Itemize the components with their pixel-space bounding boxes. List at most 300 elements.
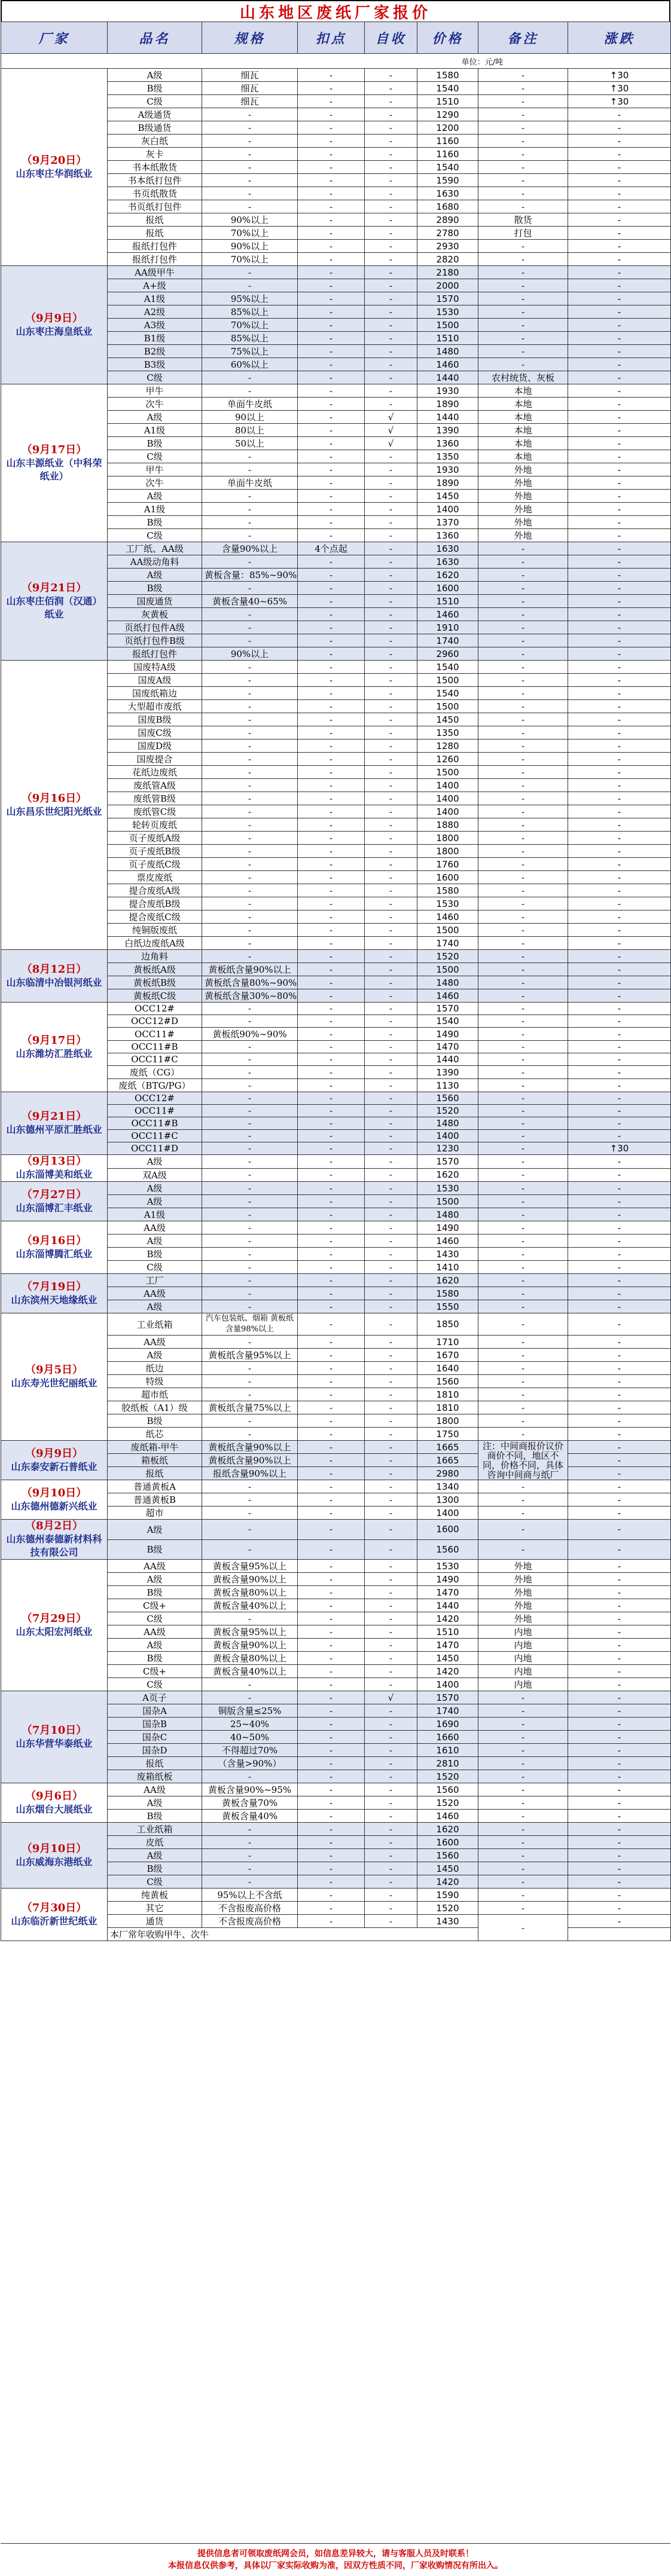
- spec-cell: -: [202, 1375, 298, 1388]
- price-cell: 1520: [417, 1105, 478, 1117]
- spec-cell: 细瓦: [202, 69, 298, 82]
- remark-cell: -: [478, 1823, 568, 1836]
- price-cell: 2890: [417, 213, 478, 227]
- change-cell: -: [568, 989, 671, 1003]
- product-cell: 花纸边废纸: [108, 766, 202, 779]
- deduction-cell: -: [298, 1092, 365, 1105]
- spec-cell: 70%以上: [202, 227, 298, 240]
- change-cell: -: [568, 1454, 671, 1467]
- change-cell: -: [568, 700, 671, 713]
- remark-cell: -: [478, 1770, 568, 1783]
- price-cell: 1230: [417, 1142, 478, 1155]
- mill-cell: [1, 1783, 108, 1823]
- change-cell: -: [568, 1507, 671, 1520]
- price-cell: 1500: [417, 319, 478, 332]
- spec-cell: -: [202, 1130, 298, 1142]
- product-cell: 工业纸箱: [108, 1313, 202, 1336]
- product-cell: AA级甲牛: [108, 266, 202, 279]
- change-cell: -: [568, 1313, 671, 1336]
- change-cell: -: [568, 1770, 671, 1783]
- self-collect-cell: -: [365, 213, 417, 227]
- change-cell: -: [568, 305, 671, 319]
- remark-cell: -: [478, 1691, 568, 1704]
- mill-cell: [1, 1560, 108, 1691]
- price-cell: 1490: [417, 1221, 478, 1234]
- product-cell: OCC11#C: [108, 1130, 202, 1142]
- product-cell: 页纸打包件A级: [108, 621, 202, 634]
- change-cell: -: [568, 1718, 671, 1731]
- spec-cell: -: [202, 1234, 298, 1248]
- table-row: [1, 542, 671, 555]
- spec-cell: 95%以上: [202, 292, 298, 305]
- self-collect-cell: -: [365, 1836, 417, 1849]
- deduction-cell: -: [298, 1599, 365, 1612]
- deduction-cell: -: [298, 187, 365, 200]
- table-row: [1, 950, 671, 963]
- self-collect-cell: -: [365, 516, 417, 529]
- header-remark: 备注: [478, 22, 568, 54]
- spec-cell: 黄板纸含量90%以上: [202, 963, 298, 976]
- remark-cell: 内地: [478, 1625, 568, 1639]
- product-cell: 废纸箱-甲牛: [108, 1441, 202, 1454]
- remark-cell: -: [478, 240, 568, 253]
- spec-cell: 70%以上: [202, 319, 298, 332]
- table-row: [1, 1092, 671, 1105]
- self-collect-cell: -: [365, 1248, 417, 1261]
- mill-name: 山东枣庄华润纸业: [16, 167, 93, 179]
- remark-cell: 农村统货、灰板: [478, 371, 568, 384]
- price-cell: 1740: [417, 634, 478, 647]
- spec-cell: -: [202, 674, 298, 687]
- price-cell: 2930: [417, 240, 478, 253]
- deduction-cell: 4个点起: [298, 542, 365, 555]
- product-cell: A级: [108, 490, 202, 503]
- spec-cell: -: [202, 1836, 298, 1849]
- change-cell: -: [568, 450, 671, 463]
- product-cell: 报纸: [108, 227, 202, 240]
- spec-cell: -: [202, 910, 298, 924]
- remark-cell: -: [478, 1336, 568, 1349]
- product-cell: C级: [108, 1261, 202, 1274]
- self-collect-cell: -: [365, 1053, 417, 1066]
- self-collect-cell: -: [365, 161, 417, 174]
- product-cell: 轮转页废纸: [108, 818, 202, 832]
- self-collect-cell: -: [365, 227, 417, 240]
- deduction-cell: -: [298, 832, 365, 845]
- spec-cell: -: [202, 621, 298, 634]
- self-collect-cell: -: [365, 1003, 417, 1015]
- spec-cell: 黄板含量90%以上: [202, 1573, 298, 1586]
- remark-cell: -: [478, 1053, 568, 1066]
- product-cell: 国废特A级: [108, 661, 202, 674]
- change-cell: ↑30: [568, 95, 671, 108]
- spec-cell: 报纸含量90%以上: [202, 1467, 298, 1480]
- deduction-cell: -: [298, 1401, 365, 1414]
- spec-cell: -: [202, 792, 298, 805]
- mill-name: 山东临清中冶银河纸业: [6, 976, 102, 988]
- self-collect-cell: -: [365, 490, 417, 503]
- self-collect-cell: -: [365, 1770, 417, 1783]
- spec-cell: 单面牛皮纸: [202, 398, 298, 411]
- product-cell: OCC11#B: [108, 1041, 202, 1053]
- deduction-cell: -: [298, 82, 365, 95]
- change-cell: -: [568, 135, 671, 148]
- spec-cell: 85%以上: [202, 332, 298, 345]
- deduction-cell: -: [298, 1375, 365, 1388]
- product-cell: B级: [108, 516, 202, 529]
- mill-date: （9月17日）: [21, 1034, 87, 1047]
- self-collect-cell: -: [365, 1066, 417, 1079]
- spec-cell: -: [202, 161, 298, 174]
- price-cell: 2000: [417, 279, 478, 292]
- change-cell: -: [568, 1155, 671, 1169]
- mill-name: 山东太阳宏河纸业: [16, 1625, 93, 1637]
- mill-cell: [1, 1092, 108, 1155]
- spec-cell: -: [202, 713, 298, 726]
- self-collect-cell: -: [365, 740, 417, 753]
- change-cell: -: [568, 608, 671, 621]
- product-cell: OCC11#C: [108, 1053, 202, 1066]
- product-cell: C级: [108, 95, 202, 108]
- deduction-cell: -: [298, 1117, 365, 1130]
- self-collect-cell: -: [365, 1639, 417, 1652]
- price-cell: 1390: [417, 424, 478, 437]
- price-cell: 2180: [417, 266, 478, 279]
- title-bar: [1, 0, 670, 22]
- product-cell: B3级: [108, 358, 202, 371]
- remark-cell: -: [478, 1117, 568, 1130]
- price-cell: 1480: [417, 1117, 478, 1130]
- change-cell: -: [568, 766, 671, 779]
- change-cell: -: [568, 1092, 671, 1105]
- price-cell: 1530: [417, 1182, 478, 1195]
- deduction-cell: -: [298, 1428, 365, 1441]
- self-collect-cell: -: [365, 766, 417, 779]
- spec-cell: -: [202, 1507, 298, 1520]
- header-spec: 规格: [202, 22, 298, 54]
- change-cell: -: [568, 963, 671, 976]
- product-cell: 灰白纸: [108, 135, 202, 148]
- remark-cell: -: [478, 845, 568, 858]
- remark-cell: -: [478, 1480, 568, 1493]
- deduction-cell: -: [298, 148, 365, 161]
- spec-cell: 铜版含量≤25%: [202, 1704, 298, 1718]
- spec-cell: 85%以上: [202, 305, 298, 319]
- remark-cell: -: [478, 1889, 568, 1902]
- product-cell: 报纸打包件: [108, 253, 202, 266]
- change-cell: -: [568, 1493, 671, 1507]
- remark-cell: -: [478, 1142, 568, 1155]
- deduction-cell: -: [298, 1718, 365, 1731]
- deduction-cell: -: [298, 1520, 365, 1540]
- deduction-cell: -: [298, 371, 365, 384]
- self-collect-cell: -: [365, 726, 417, 740]
- spec-cell: -: [202, 1336, 298, 1349]
- price-cell: 1930: [417, 384, 478, 398]
- product-cell: 超市: [108, 1507, 202, 1520]
- deduction-cell: -: [298, 634, 365, 647]
- spec-cell: -: [202, 174, 298, 187]
- deduction-cell: -: [298, 1810, 365, 1823]
- deduction-cell: -: [298, 95, 365, 108]
- spec-cell: 黄板含量80%以上: [202, 1652, 298, 1665]
- self-collect-cell: -: [365, 647, 417, 661]
- self-collect-cell: -: [365, 1915, 417, 1928]
- product-cell: A+级: [108, 279, 202, 292]
- quote-table: [1, 22, 671, 1941]
- price-cell: 2960: [417, 647, 478, 661]
- remark-cell: 外地: [478, 476, 568, 490]
- remark-cell: -: [478, 582, 568, 595]
- self-collect-cell: -: [365, 792, 417, 805]
- self-collect-cell: -: [365, 1130, 417, 1142]
- deduction-cell: -: [298, 674, 365, 687]
- change-cell: -: [568, 542, 671, 555]
- self-collect-cell: -: [365, 845, 417, 858]
- self-collect-cell: -: [365, 1849, 417, 1862]
- deduction-cell: -: [298, 661, 365, 674]
- price-cell: 1600: [417, 1520, 478, 1540]
- remark-cell: 外地: [478, 1560, 568, 1573]
- change-cell: -: [568, 1625, 671, 1639]
- self-collect-cell: -: [365, 1142, 417, 1155]
- deduction-cell: -: [298, 1783, 365, 1796]
- remark-cell: -: [478, 661, 568, 674]
- spec-cell: -: [202, 1388, 298, 1401]
- product-cell: B级通货: [108, 121, 202, 135]
- price-cell: 1540: [417, 661, 478, 674]
- product-cell: 次牛: [108, 476, 202, 490]
- remark-cell: -: [478, 1915, 568, 1941]
- self-collect-cell: -: [365, 1155, 417, 1169]
- change-cell: -: [568, 582, 671, 595]
- change-cell: -: [568, 1783, 671, 1796]
- deduction-cell: -: [298, 1441, 365, 1454]
- spec-cell: -: [202, 1414, 298, 1428]
- self-collect-cell: -: [365, 1902, 417, 1915]
- deduction-cell: -: [298, 726, 365, 740]
- change-cell: -: [568, 569, 671, 582]
- price-cell: 1520: [417, 1770, 478, 1783]
- price-cell: 1620: [417, 1274, 478, 1287]
- deduction-cell: -: [298, 1652, 365, 1665]
- self-collect-cell: -: [365, 1875, 417, 1889]
- mill-date: （7月19日）: [21, 1280, 87, 1293]
- table-row: [1, 1823, 671, 1836]
- deduction-cell: -: [298, 1261, 365, 1274]
- deduction-cell: -: [298, 305, 365, 319]
- remark-cell: -: [478, 108, 568, 121]
- spec-cell: -: [202, 529, 298, 542]
- header-mill: 厂家: [1, 22, 108, 54]
- price-cell: 1910: [417, 621, 478, 634]
- deduction-cell: -: [298, 1248, 365, 1261]
- change-cell: -: [568, 634, 671, 647]
- self-collect-cell: -: [365, 292, 417, 305]
- self-collect-cell: -: [365, 398, 417, 411]
- mill-date: （7月30日）: [21, 1901, 87, 1914]
- product-cell: 报纸: [108, 1757, 202, 1770]
- spec-cell: -: [202, 266, 298, 279]
- table-row: [1, 1889, 671, 1902]
- self-collect-cell: -: [365, 976, 417, 989]
- price-cell: 1890: [417, 398, 478, 411]
- deduction-cell: -: [298, 1313, 365, 1336]
- product-cell: 普通黄板A: [108, 1480, 202, 1493]
- mill-cell: [1, 542, 108, 661]
- deduction-cell: -: [298, 1731, 365, 1744]
- change-cell: -: [568, 1287, 671, 1300]
- price-cell: 1400: [417, 1507, 478, 1520]
- product-cell: 废箱纸板: [108, 1770, 202, 1783]
- deduction-cell: -: [298, 963, 365, 976]
- deduction-cell: -: [298, 687, 365, 700]
- price-cell: 1510: [417, 332, 478, 345]
- remark-cell: -: [478, 1414, 568, 1428]
- price-cell: 1530: [417, 897, 478, 910]
- deduction-cell: -: [298, 871, 365, 884]
- remark-cell: -: [478, 740, 568, 753]
- deduction-cell: -: [298, 450, 365, 463]
- product-cell: OCC11#: [108, 1105, 202, 1117]
- spec-cell: -: [202, 516, 298, 529]
- price-cell: 1890: [417, 476, 478, 490]
- change-cell: -: [568, 1221, 671, 1234]
- product-cell: 报纸: [108, 213, 202, 227]
- spec-cell: -: [202, 805, 298, 818]
- change-cell: -: [568, 1560, 671, 1573]
- change-cell: -: [568, 740, 671, 753]
- deduction-cell: -: [298, 240, 365, 253]
- deduction-cell: -: [298, 1507, 365, 1520]
- change-cell: -: [568, 1915, 671, 1928]
- change-cell: -: [568, 1539, 671, 1560]
- remark-cell: -: [478, 1810, 568, 1823]
- change-cell: -: [568, 1480, 671, 1493]
- self-collect-cell: -: [365, 384, 417, 398]
- remark-cell: -: [478, 634, 568, 647]
- deduction-cell: -: [298, 621, 365, 634]
- remark-cell: -: [478, 1428, 568, 1441]
- spec-cell: -: [202, 1221, 298, 1234]
- spec-cell: 细瓦: [202, 82, 298, 95]
- remark-cell: -: [478, 292, 568, 305]
- deduction-cell: -: [298, 200, 365, 213]
- spec-cell: 黄板纸含量90%以上: [202, 1441, 298, 1454]
- product-cell: C级: [108, 450, 202, 463]
- spec-cell: -: [202, 1155, 298, 1169]
- mill-cell: [1, 1889, 108, 1941]
- remark-cell: -: [478, 1079, 568, 1092]
- mill-cell: [1, 1155, 108, 1182]
- deduction-cell: -: [298, 1744, 365, 1757]
- product-cell: 黄板纸B级: [108, 976, 202, 989]
- spec-cell: 汽车包装纸、烟箱 黄板纸含量98%以上: [202, 1313, 298, 1336]
- self-collect-cell: -: [365, 345, 417, 358]
- mill-date: （9月9日）: [25, 311, 84, 325]
- spec-cell: -: [202, 1862, 298, 1875]
- change-cell: -: [568, 1428, 671, 1441]
- mill-date: （7月27日）: [21, 1188, 87, 1201]
- spec-cell: -: [202, 1875, 298, 1889]
- table-row: [1, 1560, 671, 1573]
- price-cell: 1800: [417, 832, 478, 845]
- change-cell: -: [568, 1117, 671, 1130]
- product-cell: AA级: [108, 1287, 202, 1300]
- price-cell: 2980: [417, 1467, 478, 1480]
- self-collect-cell: -: [365, 108, 417, 121]
- spec-cell: -: [202, 818, 298, 832]
- deduction-cell: -: [298, 1586, 365, 1599]
- product-cell: C级: [108, 529, 202, 542]
- price-cell: 1600: [417, 1836, 478, 1849]
- self-collect-cell: -: [365, 1028, 417, 1041]
- product-cell: 箱板纸: [108, 1454, 202, 1467]
- product-cell: OCC12#: [108, 1092, 202, 1105]
- price-cell: 1160: [417, 135, 478, 148]
- price-cell: 1580: [417, 884, 478, 897]
- price-cell: 1540: [417, 1015, 478, 1028]
- deduction-cell: -: [298, 1862, 365, 1875]
- product-cell: 工厂纸、AA级: [108, 542, 202, 555]
- deduction-cell: -: [298, 1349, 365, 1362]
- spec-cell: -: [202, 897, 298, 910]
- remark-cell: -: [478, 1028, 568, 1041]
- price-cell: 1510: [417, 95, 478, 108]
- spec-cell: -: [202, 582, 298, 595]
- spec-cell: 黄板含量70%: [202, 1796, 298, 1810]
- remark-cell: -: [478, 989, 568, 1003]
- product-cell: A1级: [108, 292, 202, 305]
- change-cell: -: [568, 1248, 671, 1261]
- price-cell: 1350: [417, 450, 478, 463]
- product-cell: 黄板纸C级: [108, 989, 202, 1003]
- change-cell: -: [568, 490, 671, 503]
- spec-cell: 黄板含量95%以上: [202, 1625, 298, 1639]
- product-cell: 双A级: [108, 1168, 202, 1182]
- change-cell: -: [568, 792, 671, 805]
- self-collect-cell: -: [365, 1349, 417, 1362]
- product-cell: 纸边: [108, 1362, 202, 1375]
- deduction-cell: -: [298, 910, 365, 924]
- product-cell: AA级: [108, 1221, 202, 1234]
- deduction-cell: -: [298, 1388, 365, 1401]
- change-cell: -: [568, 1691, 671, 1704]
- self-collect-cell: -: [365, 1586, 417, 1599]
- remark-cell: -: [478, 569, 568, 582]
- product-cell: 白纸边废纸A级: [108, 937, 202, 950]
- remark-cell: -: [478, 121, 568, 135]
- remark-cell: -: [478, 608, 568, 621]
- mill-name: 山东烟台大展纸业: [16, 1803, 93, 1815]
- price-cell: 1670: [417, 1349, 478, 1362]
- price-cell: 1400: [417, 779, 478, 792]
- spec-cell: -: [202, 1274, 298, 1287]
- price-cell: 1560: [417, 1783, 478, 1796]
- price-cell: 1880: [417, 818, 478, 832]
- header-product: 品名: [108, 22, 202, 54]
- change-cell: -: [568, 1388, 671, 1401]
- price-cell: 1390: [417, 1066, 478, 1079]
- remark-cell: -: [478, 832, 568, 845]
- mill-name: 山东德州德新兴纸业: [11, 1500, 97, 1512]
- price-cell: 1810: [417, 1388, 478, 1401]
- spec-cell: -: [202, 1261, 298, 1274]
- remark-cell: -: [478, 253, 568, 266]
- product-cell: 大型超市废纸: [108, 700, 202, 713]
- spec-cell: 黄板含量90%以上: [202, 1639, 298, 1652]
- product-cell: 纯铜版废纸: [108, 924, 202, 937]
